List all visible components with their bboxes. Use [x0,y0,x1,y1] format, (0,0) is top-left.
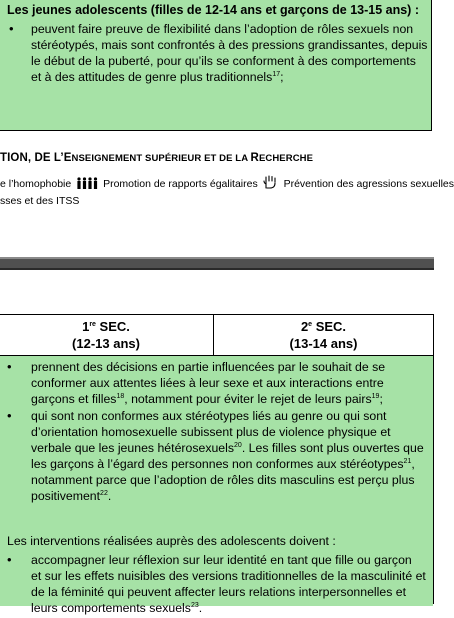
bullet-dot: • [7,359,12,374]
bullet-dot: • [9,21,14,36]
interventions-paragraph: Les interventions réalisées auprès des adolescents doivent : [7,534,336,548]
table-body [0,355,433,615]
grade-table [0,314,434,615]
list-item: • accompagner leur réflexion sur leur identité en tant que fille ou garçon et sur les effets nuisibles des versions traditionnelles de la masculinité et de la féminité qui peuvent affecter leurs relations interpersonnelles et leurs comportements sexuels$^{23}$. [7,552,426,615]
theme-egalitarian: Promotion de rapports égalitaires [103,178,258,190]
text-line: et à des attitudes de genre plus traditionnels$^{17}$; [31,70,284,84]
text-line: stéréotypés, mais sont confrontés à des pressions grandissantes, depuis [31,38,428,52]
section-divider [0,257,434,270]
column-header-sec2: 2e SEC. (13-14 ans) [289,319,358,351]
text-line: le début de la puberté, pour qu’ils se conforment à des comportements [31,54,416,68]
top-bullet [9,21,429,87]
bullet-dot: • [7,408,12,423]
themes-line [0,175,454,192]
theme-sexual-aggression: Prévention des agressions sexuelles [283,178,454,190]
bullet-dot: • [7,552,12,567]
list-item: • qui sont non conformes aux stéréotypes liés au genre ou qui sont d’orientation homosexuelle subissent plus de violence physique et verbale que les jeunes hétérosexuels$^{20}$. Les filles sont plus ouvertes que les garçons à l’égard des personnes non conformes aux stéréotypes$^{21}$, notamment parce que l’adoption de rôles dits masculins est perçu plus positivement$^{22}$. [7,408,424,503]
themes-line-2: sses et des ITSS [0,195,80,207]
text-line: peuvent faire preuve de flexibilité dans l’adoption de rôles sexuels non [31,22,414,36]
young-adolescents-box [0,0,432,131]
footnote-ref: 17 [272,71,281,78]
theme-homophobia: e l’homophobie [0,178,72,190]
ministry-heading: TION, DE L’ENSEIGNEMENT SUPÉRIEUR ET DE LA RECHERCHE [0,152,314,164]
box-heading: Les jeunes adolescents (filles de 12-14 ans et garçons de 13-15 ans) : [7,3,419,17]
column-header-sec1: 1re SEC. (12-13 ans) [0,315,214,355]
list-item: • prennent des décisions en partie influencées par le souhait de se conformer aux attentes liées à leur sexe et aux interactions entre garçons et filles$^{18}$, notamment pour éviter le rejet de leurs pairs$^{19}$; [7,359,386,406]
hand-stop-icon [263,175,279,192]
people-group-icon [76,177,98,192]
